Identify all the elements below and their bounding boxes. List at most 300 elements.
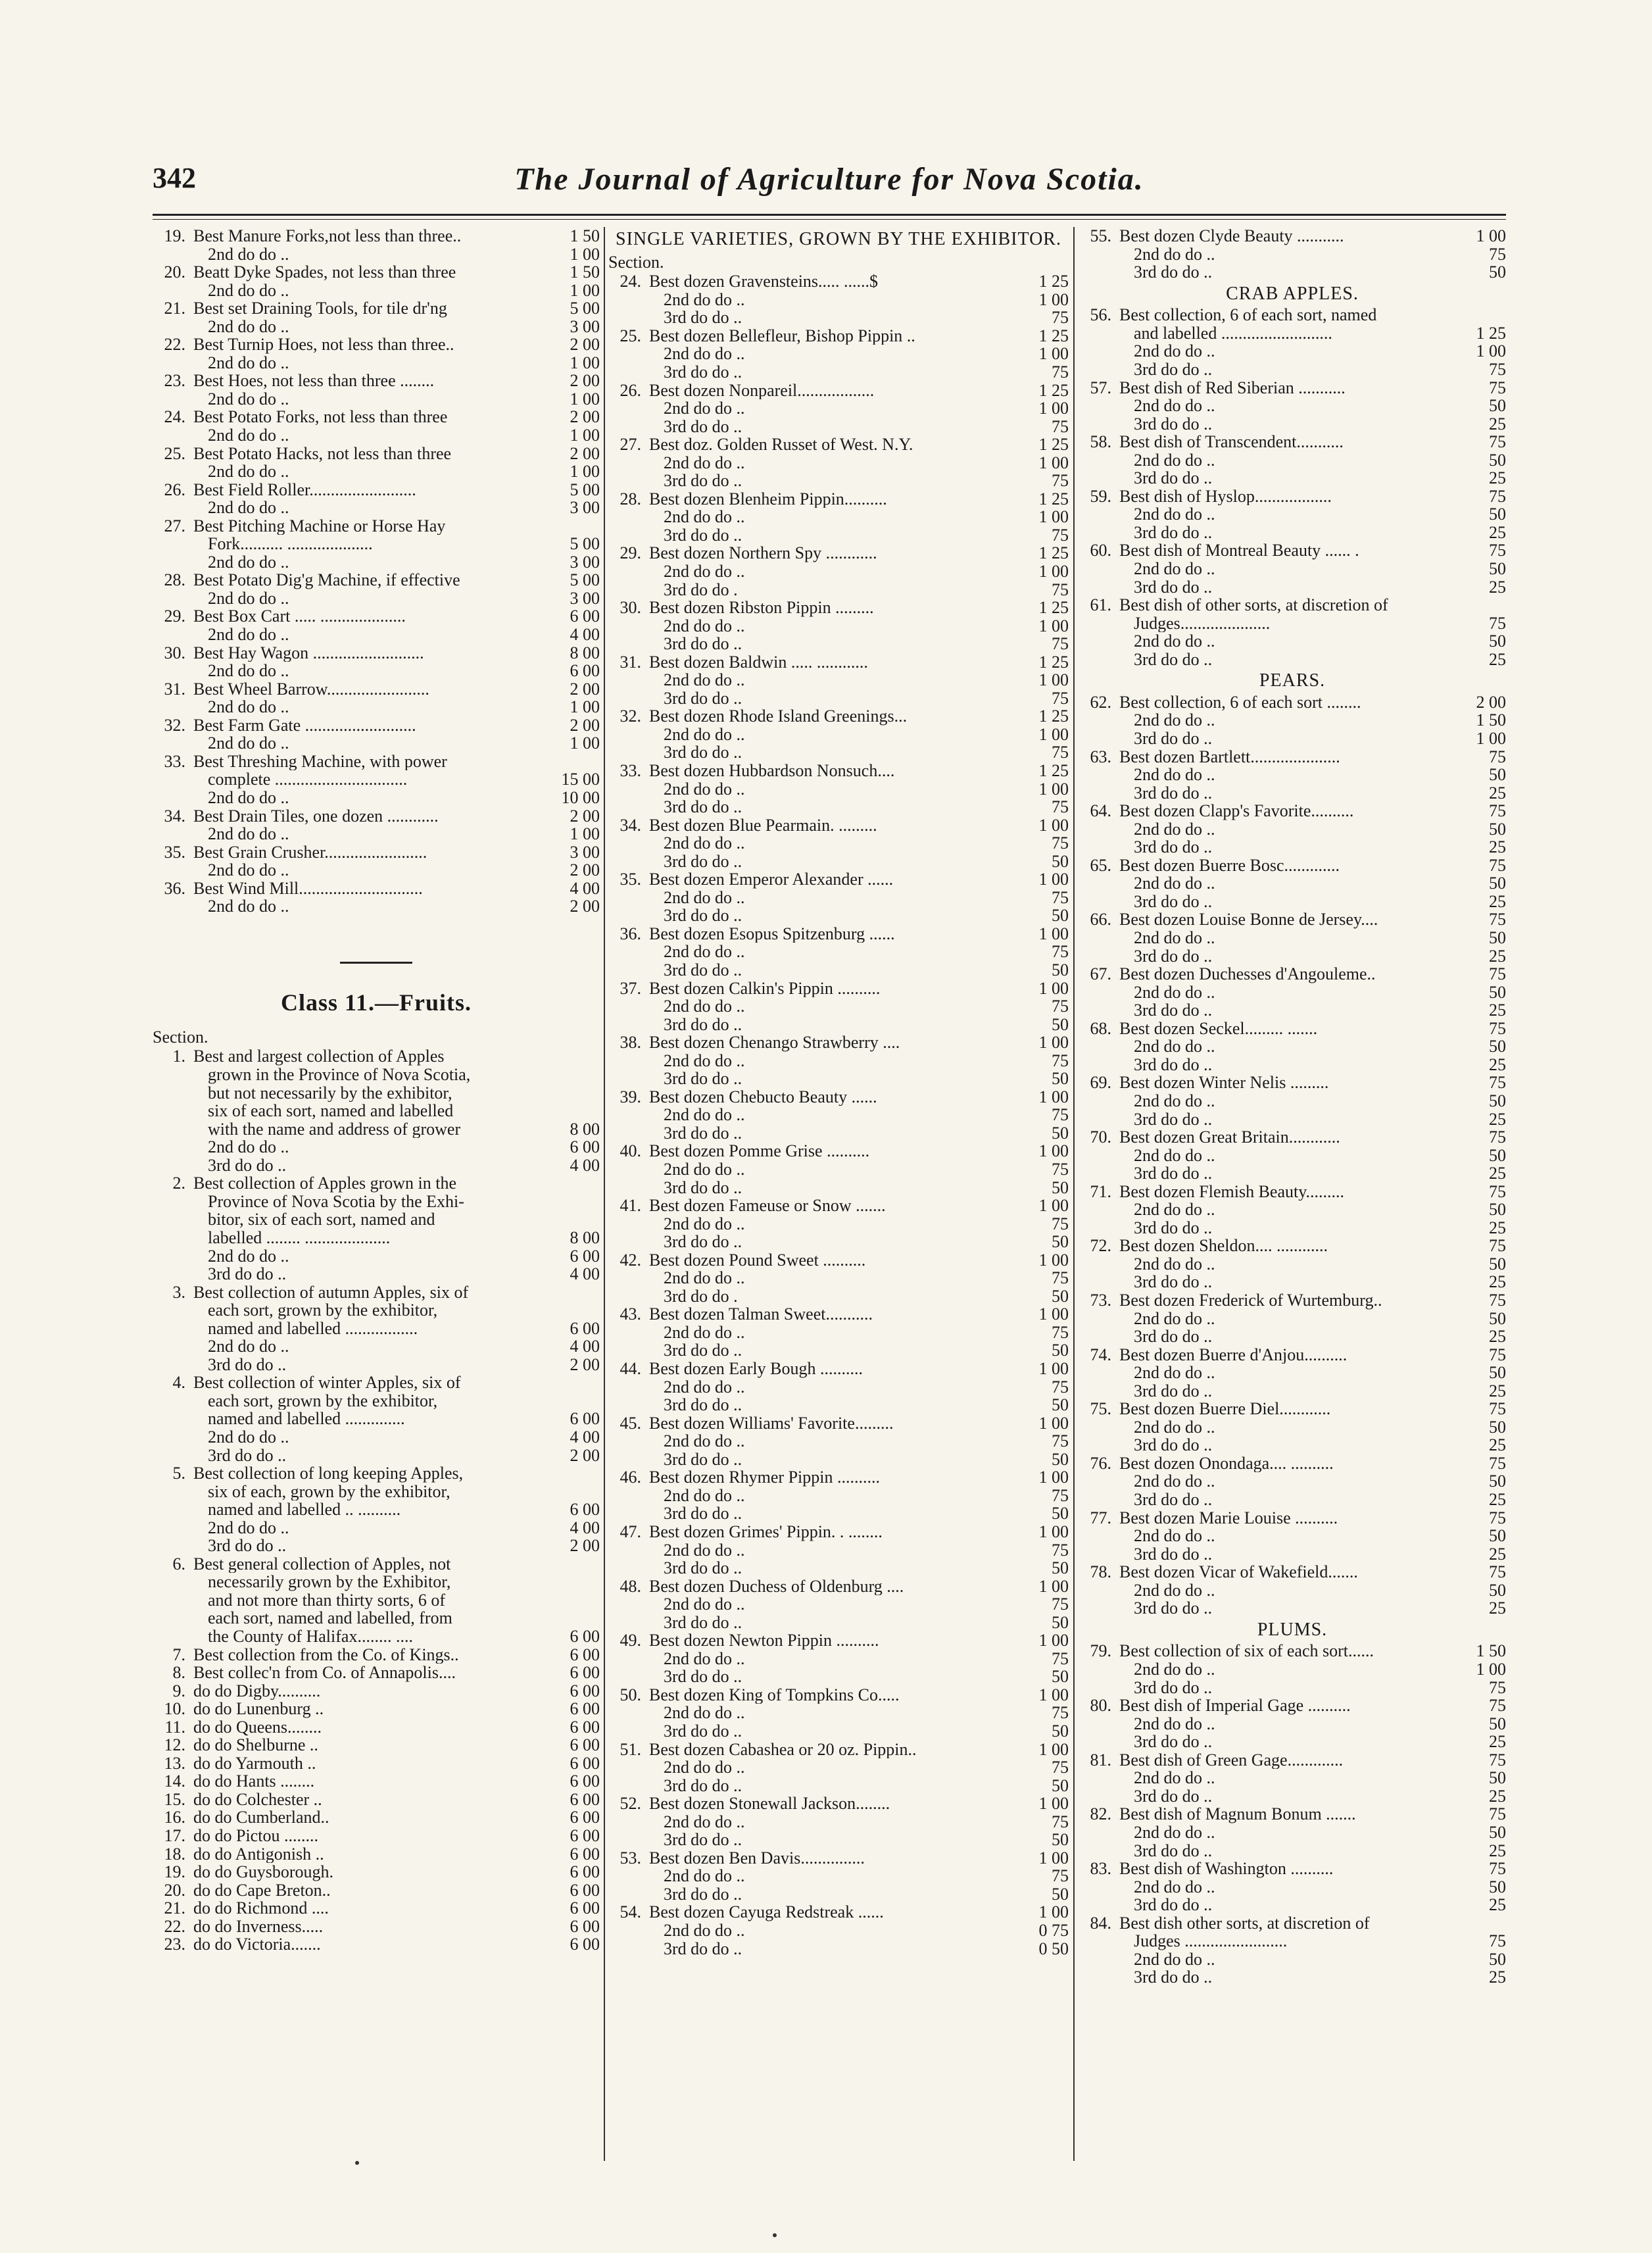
section-number	[1079, 342, 1119, 360]
implements-list	[153, 227, 600, 916]
prize-amount: 1 00	[1038, 1033, 1069, 1052]
section-number	[153, 1120, 193, 1139]
section-number: 28.	[164, 571, 185, 589]
prize-row	[1079, 910, 1506, 929]
prize-amount: 75	[1052, 888, 1069, 907]
section-number	[1079, 415, 1119, 433]
prize-row	[153, 1356, 600, 1374]
prize-amount	[537, 1573, 600, 1591]
prize-description: 2nd do do ..	[664, 834, 745, 853]
prize-description: Best collection of six of each sort......	[1119, 1642, 1374, 1661]
section-number	[1079, 1878, 1119, 1896]
section-number	[608, 291, 649, 309]
section-number	[1079, 1787, 1119, 1806]
prize-amount: 1 25	[1038, 544, 1069, 562]
prize-row	[608, 1287, 1069, 1306]
prize-description: 3rd do do ..	[1134, 1545, 1213, 1564]
section-number	[1079, 1769, 1119, 1787]
prize-amount: 75	[1052, 1541, 1069, 1560]
prize-amount: 75	[1489, 1182, 1506, 1201]
prize-row	[1079, 524, 1506, 542]
prize-row	[153, 680, 600, 699]
section-number	[608, 1722, 649, 1741]
prize-description: 2nd do do ..	[208, 1337, 289, 1356]
prize-row	[1079, 1454, 1506, 1473]
section-number	[1079, 614, 1119, 633]
prize-description: Best dozen Bellefleur, Bishop Pippin ..	[649, 326, 915, 345]
prize-description: Best Turnip Hoes, not less than three..	[193, 335, 454, 354]
section-number	[1079, 784, 1119, 803]
prize-description: 2nd do do ..	[664, 1106, 745, 1124]
prize-amount: 50	[1052, 852, 1069, 871]
section-number: 43.	[620, 1305, 641, 1324]
prize-description: 3rd do do ..	[664, 1070, 742, 1088]
prize-row	[153, 299, 600, 318]
prize-description: do do Antigonish ..	[193, 1844, 324, 1864]
prize-row	[1079, 1842, 1506, 1860]
section-number	[608, 1432, 649, 1450]
prize-description: each sort, grown by the exhibitor,	[208, 1391, 438, 1410]
prize-amount: 1 00	[1038, 1197, 1069, 1215]
prize-row	[608, 1378, 1069, 1397]
section-number: 68.	[1090, 1019, 1111, 1038]
section-number	[153, 1447, 193, 1465]
prize-amount: 0 75	[1038, 1921, 1069, 1940]
prize-description: but not necessarily by the exhibitor,	[208, 1083, 452, 1102]
prize-amount: 75	[1052, 580, 1069, 599]
section-number: 35.	[164, 843, 185, 862]
prize-description: 2nd do do ..	[664, 1323, 745, 1342]
prize-amount: 6 00	[570, 1790, 600, 1809]
prize-description: Best dozen Sheldon.... ............	[1119, 1237, 1328, 1255]
prize-description: Best dozen Buerre d'Anjou..........	[1119, 1345, 1348, 1364]
section-number	[1079, 505, 1119, 524]
prize-row	[153, 1138, 600, 1156]
prize-description: Best dish of Imperial Gage ..........	[1119, 1696, 1351, 1715]
prize-row	[608, 635, 1069, 653]
prize-amount: 4 00	[570, 1337, 600, 1356]
section-number	[1079, 983, 1119, 1002]
prize-amount: 2 00	[570, 861, 600, 879]
section-number	[608, 1324, 649, 1342]
section-number: 32.	[620, 707, 641, 726]
section-number: 81.	[1090, 1750, 1111, 1770]
section-number	[1079, 1599, 1119, 1618]
prize-amount: 75	[1052, 526, 1069, 545]
prize-amount: 50	[1489, 1823, 1506, 1842]
page-number: 342	[153, 162, 196, 194]
prize-amount: 50	[1489, 632, 1506, 651]
prize-amount: 75	[1052, 943, 1069, 961]
prize-row	[153, 1863, 600, 1881]
prize-amount: 1 00	[1038, 1848, 1069, 1868]
prize-description: 3rd do do ..	[1134, 1001, 1213, 1020]
prize-description: 3rd do do ..	[664, 906, 742, 925]
prize-amount: 50	[1052, 1287, 1069, 1306]
prize-row	[608, 382, 1069, 400]
prize-row	[608, 1142, 1069, 1160]
prize-amount: 6 00	[570, 1410, 600, 1428]
section-number	[1079, 1823, 1119, 1842]
prize-description: 2nd do do ..	[208, 553, 289, 572]
prize-row	[1079, 1183, 1506, 1201]
prize-amount: 50	[1489, 1527, 1506, 1545]
prize-row	[608, 1631, 1069, 1650]
prize-description: 3rd do do ..	[1134, 1381, 1213, 1400]
section-number	[153, 354, 193, 372]
prize-row	[153, 1102, 600, 1120]
prize-amount: 1 00	[1038, 290, 1069, 309]
prize-amount: 75	[1489, 1932, 1506, 1950]
prize-row	[608, 1179, 1069, 1197]
ink-speck	[355, 2161, 359, 2165]
prize-description: Best dozen Talman Sweet...........	[649, 1305, 873, 1324]
section-number	[1079, 1472, 1119, 1491]
prize-amount: 6 00	[570, 1500, 600, 1519]
section-number	[1079, 1255, 1119, 1274]
prize-amount: 75	[1489, 856, 1506, 875]
prize-description: 3rd do do ..	[664, 309, 742, 327]
section-number: 46.	[620, 1468, 641, 1487]
prize-description: with the name and address of grower	[208, 1120, 461, 1139]
prize-description: Best dish of Montreal Beauty ...... .	[1119, 541, 1359, 560]
prize-amount: 50	[1052, 1559, 1069, 1577]
section-number	[608, 1614, 649, 1632]
prize-row	[608, 1523, 1069, 1541]
section-number	[153, 1320, 193, 1338]
section-number	[1079, 838, 1119, 856]
section-number	[608, 1831, 649, 1849]
section-number	[608, 635, 649, 653]
prize-amount: 0 50	[1038, 1939, 1069, 1958]
prize-description: Best dozen King of Tompkins Co.....	[649, 1685, 900, 1704]
prize-description: 2nd do do ..	[1134, 1309, 1215, 1328]
section-number	[1079, 1932, 1119, 1950]
prize-description: Best dozen Duchess of Oldenburg ....	[649, 1577, 904, 1596]
prize-amount: 50	[1052, 1070, 1069, 1088]
ink-speck	[773, 2233, 777, 2237]
prize-description: Best dozen Chebucto Beauty ......	[649, 1087, 877, 1106]
prize-amount: 5 00	[570, 299, 600, 318]
section-number	[153, 861, 193, 879]
prize-amount: 75	[1489, 1019, 1506, 1038]
prize-row	[1079, 748, 1506, 766]
prize-description: Best dish other sorts, at discretion of	[1119, 1914, 1370, 1933]
prize-row	[1079, 596, 1506, 614]
prize-description: Best Field Roller.........................	[193, 480, 416, 499]
prize-description: Best Potato Forks, not less than three	[193, 408, 448, 427]
prize-amount: 50	[1489, 1472, 1506, 1491]
prize-amount: 2 00	[1476, 693, 1506, 712]
prize-row	[1079, 1968, 1506, 1987]
prize-description: Best dish of Hyslop..................	[1119, 487, 1332, 506]
prize-description: 2nd do do ..	[1134, 1527, 1215, 1545]
prize-row	[1079, 451, 1506, 470]
prize-amount: 6 00	[570, 1645, 600, 1664]
section-number	[608, 1559, 649, 1577]
prize-description: 2nd do do ..	[208, 662, 289, 680]
section-number: 56.	[1090, 306, 1111, 324]
prize-amount: 1 00	[1038, 453, 1069, 472]
prize-description: 2nd do do ..	[208, 1427, 289, 1447]
prize-amount: 1 00	[1038, 345, 1069, 363]
prize-amount: 75	[1052, 1214, 1069, 1233]
section-number	[153, 426, 193, 445]
section-number: 30.	[620, 599, 641, 617]
section-number: 63.	[1090, 747, 1111, 766]
prize-description: 3rd do do ..	[664, 1559, 742, 1577]
prize-amount: 25	[1489, 892, 1506, 911]
prize-amount: 75	[1489, 1074, 1506, 1092]
section-number	[1079, 651, 1119, 669]
prize-row	[608, 870, 1069, 889]
prize-row	[608, 762, 1069, 780]
prize-description: 2nd do do ..	[208, 245, 289, 264]
prize-row	[153, 753, 600, 771]
prize-description: six of each, grown by the exhibitor,	[208, 1482, 450, 1501]
prize-description: 2nd do do ..	[208, 353, 289, 372]
prize-description: 2nd do do ..	[664, 1649, 745, 1668]
prize-amount	[537, 1392, 600, 1410]
prize-amount: 6 00	[570, 1319, 600, 1338]
section-number	[1079, 1418, 1119, 1437]
prize-amount: 75	[1489, 1291, 1506, 1310]
prize-row	[608, 617, 1069, 635]
prize-amount: 75	[1052, 1106, 1069, 1124]
prize-amount: 50	[1489, 1254, 1506, 1274]
prize-row	[608, 1758, 1069, 1777]
prize-row	[1079, 505, 1506, 524]
prize-row	[1079, 766, 1506, 784]
prize-row	[1079, 983, 1506, 1002]
prize-row	[608, 1813, 1069, 1831]
prize-amount: 1 00	[1038, 1740, 1069, 1759]
column-implements-fruits	[153, 227, 600, 2227]
prize-description: Best collection, 6 of each sort, named	[1119, 306, 1377, 324]
section-number: 53.	[620, 1848, 641, 1868]
prize-amount: 75	[1489, 910, 1506, 929]
prize-row	[1079, 1914, 1506, 1933]
prize-description: Best dozen Baldwin ..... ............	[649, 653, 868, 672]
prize-amount: 4 00	[570, 1518, 600, 1537]
prize-row	[153, 245, 600, 264]
section-number	[153, 698, 193, 716]
prize-amount: 50	[1489, 559, 1506, 578]
prize-description: Best set Draining Tools, for tile dr'ng	[193, 299, 447, 318]
prize-row	[153, 390, 600, 409]
prize-amount: 25	[1489, 1545, 1506, 1564]
prize-row	[1079, 397, 1506, 415]
prize-amount: 4 00	[570, 1265, 600, 1283]
prize-description: 2nd do do ..	[664, 1269, 745, 1287]
prize-row	[1079, 1823, 1506, 1842]
section-number	[1079, 1733, 1119, 1751]
prize-row	[1079, 1860, 1506, 1878]
prize-description: Best dish of other sorts, at discretion of	[1119, 596, 1388, 614]
prize-amount	[537, 517, 600, 535]
prize-row	[153, 861, 600, 879]
section-number: 44.	[620, 1360, 641, 1378]
prize-amount: 25	[1489, 523, 1506, 542]
section-number	[608, 1885, 649, 1904]
prize-row	[1079, 1563, 1506, 1581]
prize-row	[608, 1831, 1069, 1849]
prize-amount: 75	[1052, 997, 1069, 1016]
section-number: 59.	[1090, 487, 1111, 506]
prize-amount: 50	[1489, 1091, 1506, 1110]
prize-amount: 1 00	[570, 245, 600, 264]
prize-row	[1079, 1237, 1506, 1255]
prize-row	[153, 1337, 600, 1356]
section-number	[608, 1269, 649, 1287]
prize-row	[1079, 1037, 1506, 1056]
section-number	[153, 1483, 193, 1501]
section-number: 15.	[164, 1790, 185, 1809]
prize-amount: 3 00	[570, 553, 600, 572]
prize-description: the County of Halifax........ ....	[208, 1627, 413, 1646]
section-number: 25.	[164, 444, 185, 463]
prize-amount: 1 00	[1038, 979, 1069, 998]
prize-amount: 25	[1489, 1327, 1506, 1346]
prize-amount: 2 00	[570, 444, 600, 463]
prize-description: labelled ........ ....................	[208, 1228, 391, 1247]
prize-description: named and labelled .................	[208, 1319, 418, 1338]
prize-description: do do Guysborough.	[193, 1863, 334, 1881]
section-number	[153, 1156, 193, 1175]
prize-amount: 50	[1052, 1124, 1069, 1143]
prize-amount: 25	[1489, 838, 1506, 856]
prize-amount: 75	[1489, 541, 1506, 560]
section-number	[153, 1573, 193, 1591]
prize-amount: 50	[1489, 820, 1506, 839]
prize-amount: 25	[1489, 1896, 1506, 1914]
section-number: 48.	[620, 1577, 641, 1596]
section-number: 24.	[620, 272, 641, 291]
section-number: 78.	[1090, 1563, 1111, 1581]
prize-description: Best dozen Cayuga Redstreak ......	[649, 1903, 884, 1921]
prize-row	[1079, 379, 1506, 397]
prize-amount: 6 00	[570, 1247, 600, 1266]
section-number	[608, 997, 649, 1016]
section-number: 33.	[164, 752, 185, 771]
prize-row	[1079, 632, 1506, 651]
prize-row	[153, 1573, 600, 1591]
prize-description: 3rd do do ..	[1134, 1733, 1213, 1751]
prize-row	[608, 544, 1069, 562]
prize-row	[1079, 415, 1506, 433]
prize-row	[1079, 1527, 1506, 1545]
section-number	[1079, 874, 1119, 893]
prize-amount: 1 00	[1038, 1414, 1069, 1433]
prize-description: 2nd do do ..	[1134, 245, 1215, 264]
prize-amount: 75	[1052, 1595, 1069, 1614]
prize-description: Best dozen Rhymer Pippin ..........	[649, 1468, 880, 1487]
prize-amount	[537, 1301, 600, 1320]
prize-row	[608, 1414, 1069, 1433]
prize-row	[1079, 1751, 1506, 1770]
prize-amount: 75	[1489, 1750, 1506, 1770]
prize-row	[608, 889, 1069, 907]
prize-amount	[1444, 596, 1506, 614]
prize-row	[608, 1160, 1069, 1179]
prize-amount: 50	[1052, 1776, 1069, 1795]
prize-amount: 75	[1052, 472, 1069, 490]
section-number	[608, 1396, 649, 1414]
prize-row	[1079, 856, 1506, 875]
prize-description: Best Farm Gate ..........................	[193, 716, 416, 735]
prize-row	[153, 481, 600, 499]
section-number: 25.	[620, 326, 641, 345]
section-number	[153, 1392, 193, 1410]
prize-row	[153, 1210, 600, 1229]
prize-amount: 4 00	[570, 1427, 600, 1447]
prize-amount: 50	[1489, 263, 1506, 282]
prize-description: 2nd do do ..	[208, 499, 289, 517]
prize-row	[153, 1483, 600, 1501]
prize-row	[153, 843, 600, 862]
prize-description: 3rd do do ..	[1134, 1490, 1213, 1509]
prize-amount: 25	[1489, 947, 1506, 966]
prize-row	[1079, 838, 1506, 856]
section-number	[153, 1265, 193, 1283]
prize-description: 3rd do do ..	[664, 417, 742, 436]
prize-row	[608, 1741, 1069, 1759]
section-number	[608, 1341, 649, 1360]
prize-description: 2nd do do ..	[208, 426, 289, 445]
prize-amount: 75	[1489, 1508, 1506, 1527]
prize-amount: 1 25	[1038, 326, 1069, 345]
prize-row	[1079, 1382, 1506, 1400]
prize-amount: 1 00	[570, 389, 600, 409]
prize-row	[1079, 1932, 1506, 1950]
section-number: 69.	[1090, 1074, 1111, 1092]
prize-amount: 3 00	[570, 317, 600, 336]
prize-row	[608, 1559, 1069, 1577]
prize-description: 3rd do do ..	[1134, 947, 1213, 966]
prize-description: 2nd do do ..	[664, 453, 745, 472]
prize-row	[1079, 1805, 1506, 1823]
section-number: 23.	[164, 372, 185, 390]
prize-amount: 1 50	[570, 227, 600, 245]
prize-row	[153, 1500, 600, 1519]
section-label: Section.	[608, 252, 664, 272]
prize-amount: 1 25	[1038, 272, 1069, 291]
prize-amount	[537, 1591, 600, 1610]
prize-row	[1079, 1769, 1506, 1787]
prize-description: and labelled ..........................	[1134, 324, 1332, 343]
section-number	[1079, 1491, 1119, 1509]
prize-amount: 75	[1489, 1345, 1506, 1364]
prize-amount: 50	[1052, 1831, 1069, 1849]
prize-description: 3rd do do ..	[664, 852, 742, 871]
prize-row	[1079, 541, 1506, 560]
prize-description: Best collection of long keeping Apples,	[193, 1464, 464, 1483]
section-number	[1079, 1527, 1119, 1545]
prize-row	[608, 1940, 1069, 1958]
prize-amount: 50	[1052, 1450, 1069, 1469]
prize-amount	[537, 753, 600, 771]
prize-amount: 50	[1052, 906, 1069, 925]
prize-row	[1079, 1509, 1506, 1527]
prize-row	[608, 1614, 1069, 1632]
section-number	[608, 581, 649, 599]
prize-description: do do Pictou ........	[193, 1827, 318, 1845]
prize-description: 2nd do do ..	[1134, 1769, 1215, 1787]
section-number	[608, 1650, 649, 1668]
prize-row	[153, 1646, 600, 1664]
prize-description: Best collection, 6 of each sort ........	[1119, 693, 1361, 712]
prize-amount	[537, 1283, 600, 1302]
